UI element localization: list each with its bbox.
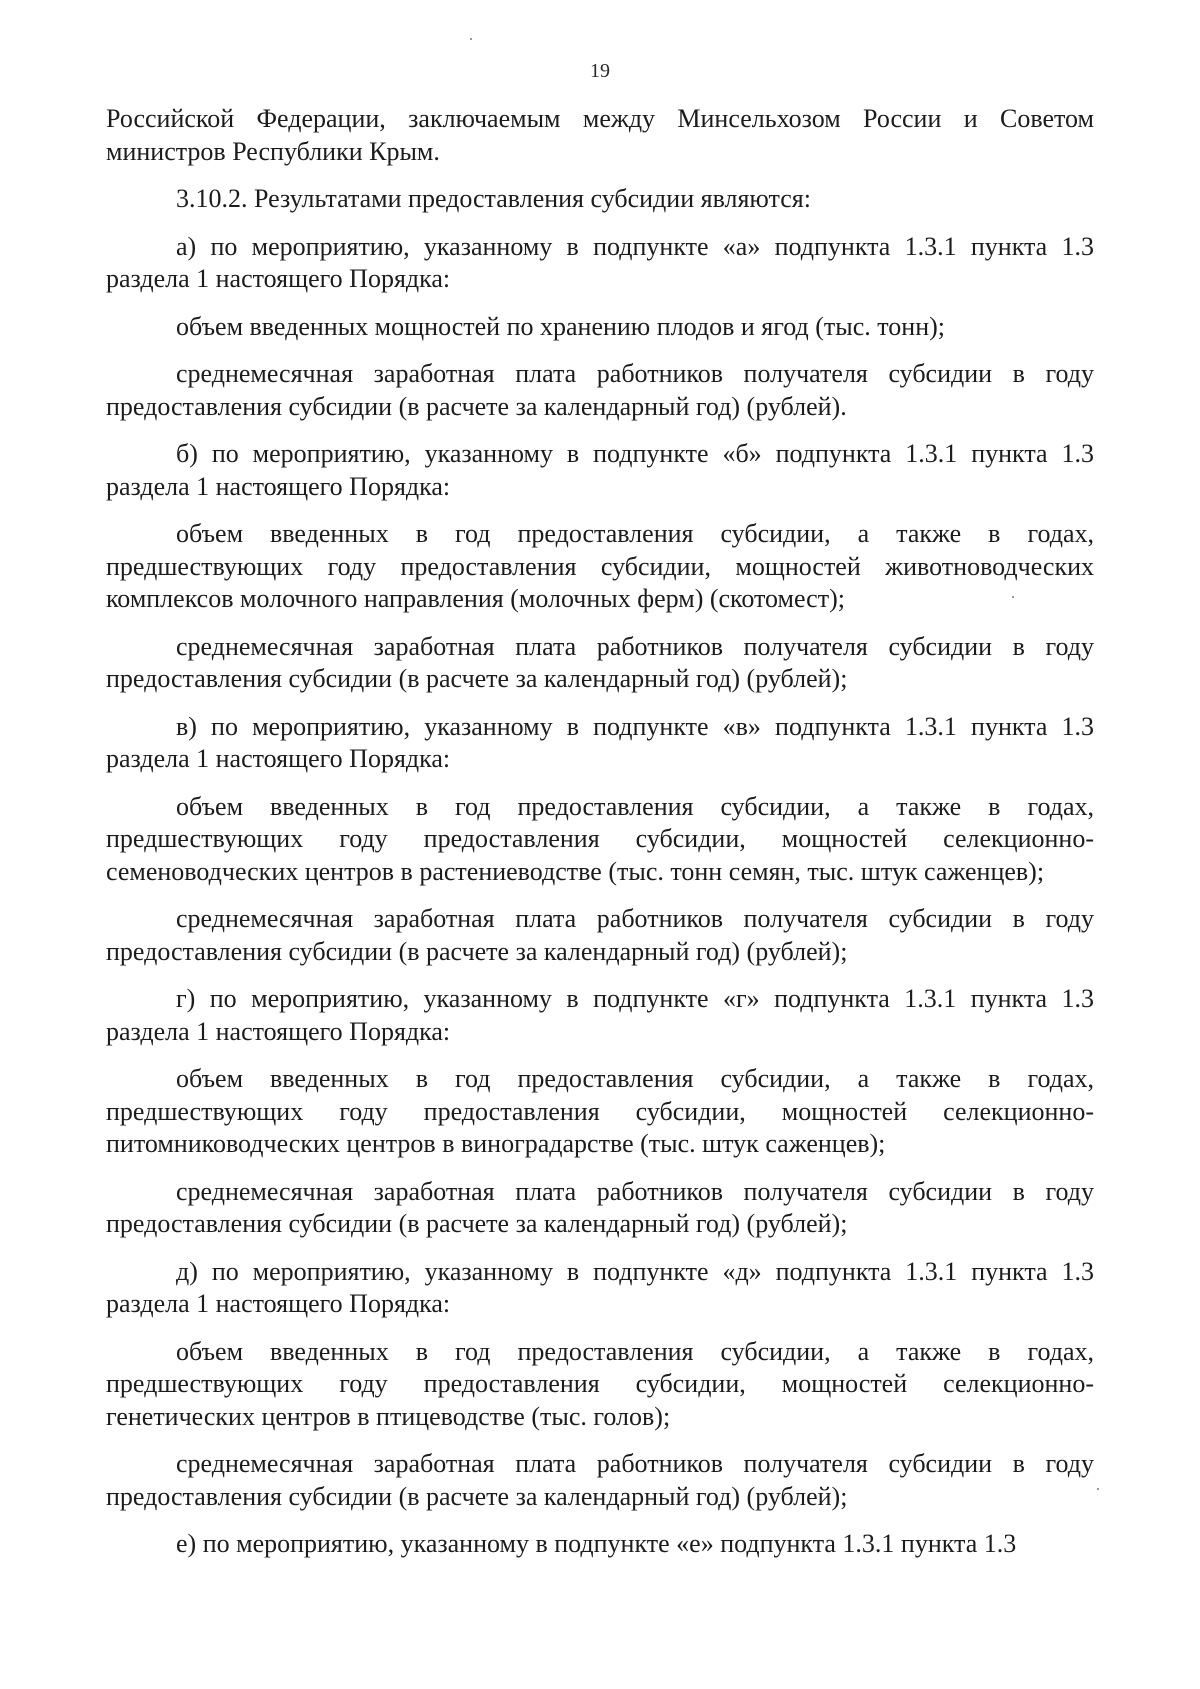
paragraph: объем введенных в год предоставления субсидии, а также в годах, предшествующих году предоставления субсидии, мощностей животноводческих комплексов молочного направления (молочных ферм) (скотомест); xyxy=(106,519,1094,613)
scan-speck xyxy=(1012,596,1014,598)
scan-speck xyxy=(1097,1488,1099,1490)
paragraph: б) по мероприятию, указанному в подпункте «б» подпункта 1.3.1 пункта 1.3 раздела 1 настоящего Порядка: xyxy=(106,439,1094,501)
paragraph: среднемесячная заработная плата работников получателя субсидии в году предоставления субсидии (в расчете за календарный год) (рублей); xyxy=(106,1176,1094,1238)
paragraph: г) по мероприятию, указанному в подпункте «г» подпункта 1.3.1 пункта 1.3 раздела 1 настоящего Порядка: xyxy=(106,984,1094,1046)
paragraph: 3.10.2. Результатами предоставления субсидии являются: xyxy=(176,184,811,213)
paragraph: среднемесячная заработная плата работников получателя субсидии в году предоставления субсидии (в расчете за календарный год) (рублей); xyxy=(106,631,1094,693)
paragraph: е) по мероприятию, указанному в подпункте «е» подпункта 1.3.1 пункта 1.3 xyxy=(176,1529,1017,1558)
paragraph: а) по мероприятию, указанному в подпункте «а» подпункта 1.3.1 пункта 1.3 раздела 1 настоящего Порядка: xyxy=(106,231,1094,293)
paragraph: в) по мероприятию, указанному в подпункте «в» подпункта 1.3.1 пункта 1.3 раздела 1 настоящего Порядка: xyxy=(106,711,1094,773)
scan-speck xyxy=(470,38,472,40)
paragraph: д) по мероприятию, указанному в подпункте «д» подпункта 1.3.1 пункта 1.3 раздела 1 настоящего Порядка: xyxy=(106,1256,1094,1318)
page-number: 19 xyxy=(590,60,610,82)
paragraph: объем введенных в год предоставления субсидии, а также в годах, предшествующих году предоставления субсидии, мощностей селекционно-генетических центров в птицеводстве (тыс. голов); xyxy=(106,1336,1094,1431)
document-body xyxy=(106,103,1094,1576)
paragraph: объем введенных в год предоставления субсидии, а также в годах, предшествующих году предоставления субсидии, мощностей селекционно-семеноводческих центров в растениеводстве (тыс. тонн семян, тыс. штук саженцев); xyxy=(106,791,1094,886)
paragraph: объем введенных мощностей по хранению плодов и ягод (тыс. тонн); xyxy=(176,311,946,341)
paragraph: объем введенных в год предоставления субсидии, а также в годах, предшествующих году предоставления субсидии, мощностей селекционно-питомниководческих центров в виноградарстве (тыс. штук саженцев); xyxy=(106,1064,1094,1158)
paragraph: среднемесячная заработная плата работников получателя субсидии в году предоставления субсидии (в расчете за календарный год) (рублей). xyxy=(106,359,1094,421)
paragraph: среднемесячная заработная плата работников получателя субсидии в году предоставления субсидии (в расчете за календарный год) (рублей); xyxy=(106,904,1094,966)
paragraph: Российской Федерации, заключаемым между Минсельхозом России и Советом министров Республики Крым. xyxy=(106,104,1094,166)
paragraph: среднемесячная заработная плата работников получателя субсидии в году предоставления субсидии (в расчете за календарный год) (рублей); xyxy=(106,1449,1094,1511)
